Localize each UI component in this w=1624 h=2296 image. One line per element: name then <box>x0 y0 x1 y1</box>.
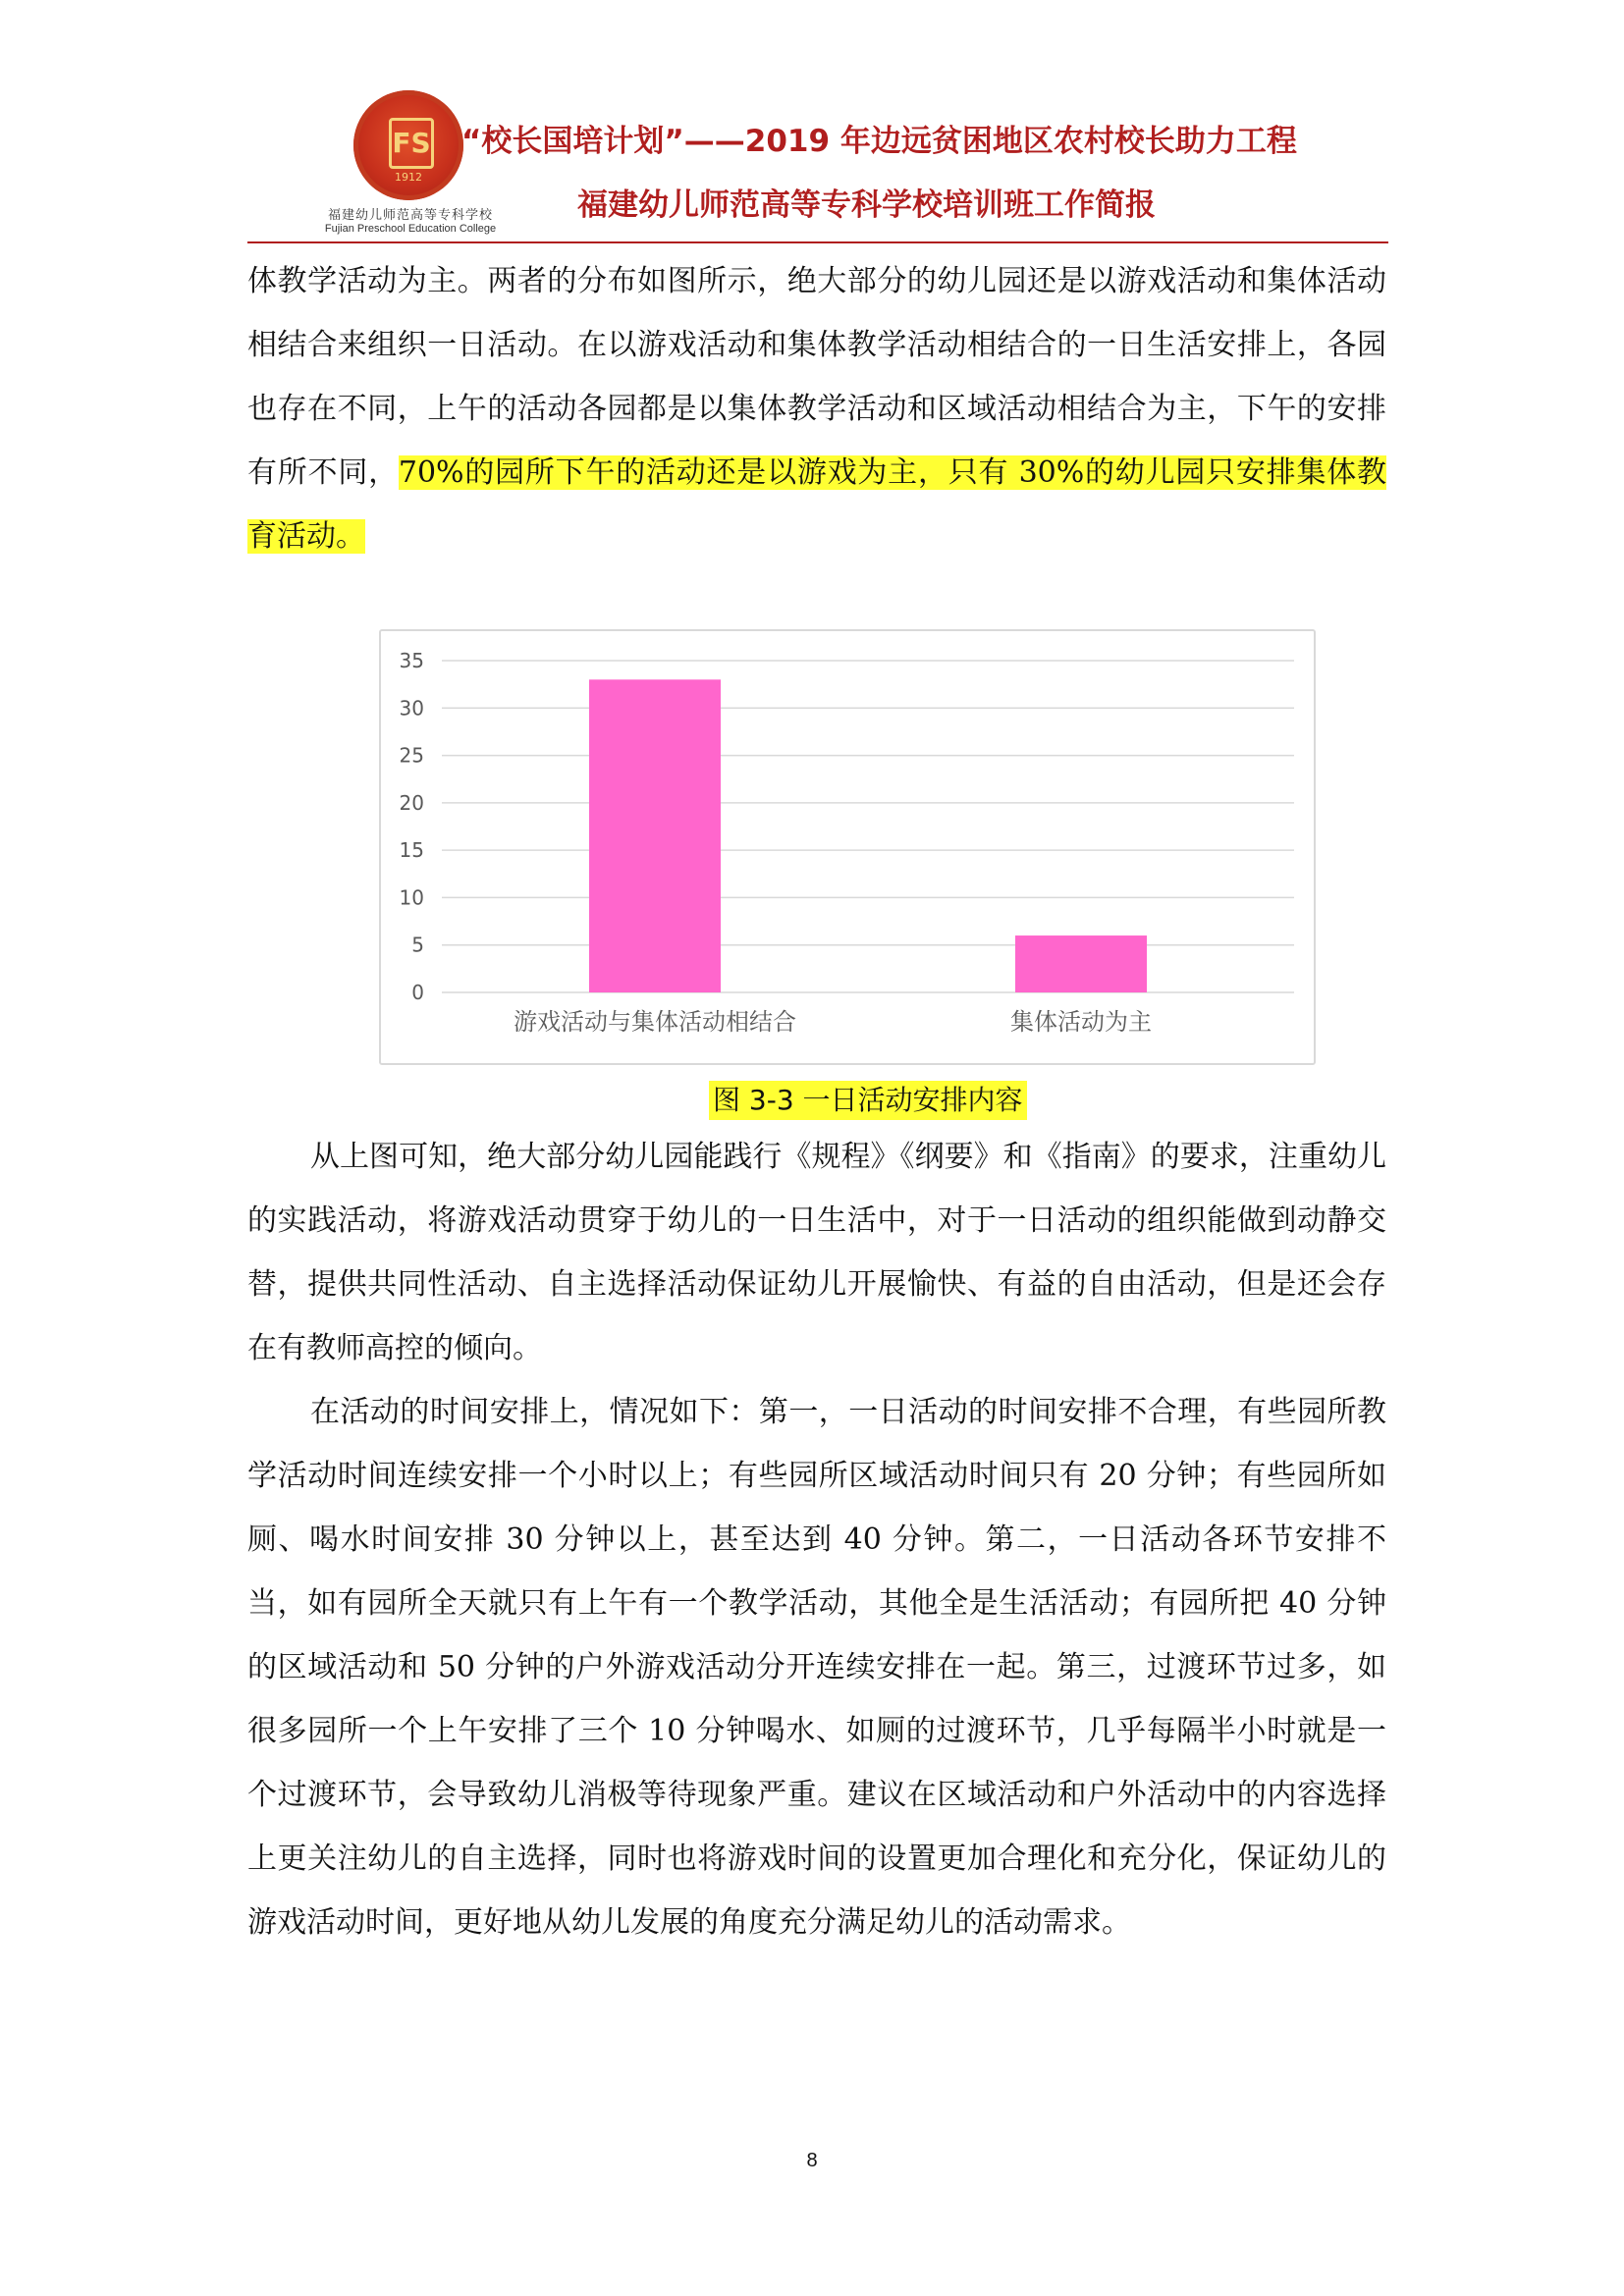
logo-year: 1912 <box>395 171 422 184</box>
header-title-line1: “校长国培计划”——2019 年边远贫困地区农村校长助力工程 <box>461 124 1297 159</box>
page-number: 8 <box>806 2150 818 2171</box>
header-divider <box>247 241 1388 243</box>
figure-caption: 图 3-3 一日活动安排内容 <box>709 1081 1027 1120</box>
y-tick-label: 35 <box>399 649 424 672</box>
paragraph-3: 在活动的时间安排上，情况如下：第一，一日活动的时间安排不合理，有些园所教学活动时间连续安排一个小时以上；有些园所区域活动时间只有 20 分钟；有些园所如厕、喝水时间安排 30 分钟以上，甚至达到 40 分钟。第二，一日活动各环节安排不当，如有园所全天就只有上午有一个教学活动，其他全是生活活动；有园所把 40 分钟的区域活动和 50 分钟的户外游戏活动分开连续安排在一起。第三，过渡环节过多，如很多园所一个上午安排了三个 10 分钟喝水、如厕的过渡环节，几乎每隔半小时就是一个过渡环节，会导致幼儿消极等待现象严重。建议在区域活动和户外活动中的内容选择上更关注幼儿的自主选择，同时也将游戏时间的设置更加合理化和充分化，保证幼儿的游戏活动时间，更好地从幼儿发展的角度充分满足幼儿的活动需求。 <box>247 1395 1386 1940</box>
college-logo <box>353 90 463 200</box>
x-category-label: 集体活动为主 <box>1010 1008 1152 1036</box>
y-tick-label: 0 <box>411 981 424 1004</box>
paragraph-1-text: 体教学活动为主。两者的分布如图所示，绝大部分的幼儿园还是以游戏活动和集体活动相结合来组织一日活动。在以游戏活动和集体教学活动相结合的一日生活安排上，各园也存在不同，上午的活动各园都是以集体教学活动和区域活动相结合为主，下午的安排有所不同， <box>247 264 1386 490</box>
y-tick-label: 30 <box>399 696 424 721</box>
y-tick-label: 10 <box>399 885 424 910</box>
logo-monogram: FS <box>389 118 434 169</box>
paragraph-1-highlight: 70%的园所下午的活动还是以游戏为主，只有 30%的幼儿园只安排集体教育活动。 <box>247 455 1386 554</box>
college-name-cn: 福建幼儿师范高等专科学校 <box>327 208 493 223</box>
y-tick-label: 25 <box>399 743 424 768</box>
paragraph-1 <box>247 249 1386 568</box>
chart-canvas <box>381 631 1314 1063</box>
header-title-line2: 福建幼儿师范高等专科学校培训班工作简报 <box>577 187 1156 223</box>
paragraph-2: 从上图可知，绝大部分幼儿园能践行《规程》《纲要》和《指南》的要求，注重幼儿的实践活动，将游戏活动贯穿于幼儿的一日生活中，对于一日活动的组织能做到动静交替，提供共同性活动、自主选择活动保证幼儿开展愉快、有益的自由活动，但是还会存在有教师高控的倾向。 <box>247 1140 1386 1365</box>
bar-chart <box>379 629 1316 1065</box>
y-tick-label: 5 <box>411 933 424 957</box>
x-category-label: 游戏活动与集体活动相结合 <box>514 1008 796 1036</box>
bar <box>1015 935 1147 992</box>
y-tick-label: 20 <box>399 790 424 815</box>
y-tick-label: 15 <box>399 838 424 863</box>
bar <box>589 679 721 992</box>
college-name-en: Fujian Preschool Education College <box>324 223 497 235</box>
